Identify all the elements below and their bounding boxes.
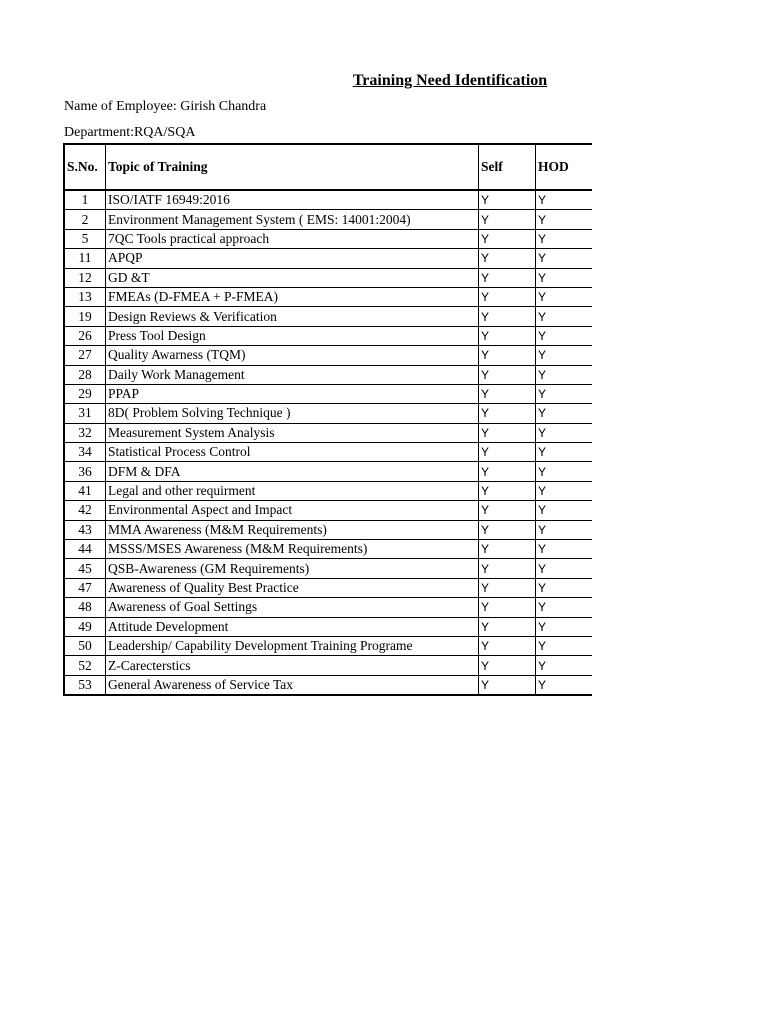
row-self: Y <box>479 423 536 442</box>
row-self: Y <box>479 675 536 695</box>
row-topic: PPAP <box>106 384 479 403</box>
row-topic: Environmental Aspect and Impact <box>106 501 479 520</box>
table-row <box>64 423 592 442</box>
row-self: Y <box>479 520 536 539</box>
row-sno: 5 <box>64 229 106 248</box>
row-sno: 34 <box>64 443 106 462</box>
row-topic: Leadership/ Capability Development Training Programe <box>106 636 479 655</box>
row-self: Y <box>479 540 536 559</box>
row-hod: Y <box>536 365 593 384</box>
row-self: Y <box>479 190 536 210</box>
row-sno: 11 <box>64 249 106 268</box>
table-row <box>64 617 592 636</box>
table-row <box>64 384 592 403</box>
row-self: Y <box>479 404 536 423</box>
row-topic: MMA Awareness (M&M Requirements) <box>106 520 479 539</box>
row-self: Y <box>479 656 536 675</box>
table-row <box>64 598 592 617</box>
row-self: Y <box>479 210 536 229</box>
row-topic: QSB-Awareness (GM Requirements) <box>106 559 479 578</box>
row-sno: 52 <box>64 656 106 675</box>
row-self: Y <box>479 598 536 617</box>
row-sno: 2 <box>64 210 106 229</box>
row-topic: Quality Awarness (TQM) <box>106 346 479 365</box>
table-row <box>64 540 592 559</box>
row-self: Y <box>479 617 536 636</box>
table-row <box>64 326 592 345</box>
row-self: Y <box>479 287 536 306</box>
row-topic: ISO/IATF 16949:2016 <box>106 190 479 210</box>
row-topic: Z-Carecterstics <box>106 656 479 675</box>
table-row <box>64 229 592 248</box>
department-line: Department:RQA/SQA <box>64 125 196 140</box>
table-row <box>64 443 592 462</box>
header-topic: Topic of Training <box>106 144 479 190</box>
row-topic: 7QC Tools practical approach <box>106 229 479 248</box>
row-topic: Attitude Development <box>106 617 479 636</box>
document-title: Training Need Identification <box>352 72 548 89</box>
table-row <box>64 559 592 578</box>
table-row <box>64 190 592 210</box>
row-hod: Y <box>536 346 593 365</box>
row-self: Y <box>479 578 536 597</box>
row-topic: APQP <box>106 249 479 268</box>
table-row <box>64 307 592 326</box>
row-sno: 50 <box>64 636 106 655</box>
row-topic: Legal and other requirment <box>106 481 479 500</box>
table-row <box>64 365 592 384</box>
row-topic: DFM & DFA <box>106 462 479 481</box>
row-sno: 13 <box>64 287 106 306</box>
table-row <box>64 520 592 539</box>
row-hod: Y <box>536 656 593 675</box>
table-row <box>64 675 592 695</box>
row-hod: Y <box>536 540 593 559</box>
row-topic: GD &T <box>106 268 479 287</box>
row-hod: Y <box>536 326 593 345</box>
header-self: Self <box>479 144 536 190</box>
row-self: Y <box>479 307 536 326</box>
row-self: Y <box>479 249 536 268</box>
row-topic: General Awareness of Service Tax <box>106 675 479 695</box>
training-table <box>63 143 592 696</box>
row-hod: Y <box>536 559 593 578</box>
row-hod: Y <box>536 675 593 695</box>
employee-name-line: Name of Employee: Girish Chandra <box>64 99 267 114</box>
row-self: Y <box>479 462 536 481</box>
table-row <box>64 578 592 597</box>
row-hod: Y <box>536 287 593 306</box>
row-sno: 42 <box>64 501 106 520</box>
row-sno: 28 <box>64 365 106 384</box>
row-sno: 26 <box>64 326 106 345</box>
row-hod: Y <box>536 249 593 268</box>
row-topic: Press Tool Design <box>106 326 479 345</box>
row-topic: Awareness of Goal Settings <box>106 598 479 617</box>
row-hod: Y <box>536 210 593 229</box>
row-sno: 32 <box>64 423 106 442</box>
row-hod: Y <box>536 462 593 481</box>
table-row <box>64 249 592 268</box>
row-sno: 53 <box>64 675 106 695</box>
row-sno: 48 <box>64 598 106 617</box>
row-hod: Y <box>536 404 593 423</box>
row-hod: Y <box>536 636 593 655</box>
row-sno: 27 <box>64 346 106 365</box>
header-hod: HOD <box>536 144 593 190</box>
row-hod: Y <box>536 229 593 248</box>
row-self: Y <box>479 326 536 345</box>
row-self: Y <box>479 501 536 520</box>
row-sno: 12 <box>64 268 106 287</box>
row-topic: Daily Work Management <box>106 365 479 384</box>
table-row <box>64 210 592 229</box>
table-row <box>64 462 592 481</box>
table-row <box>64 287 592 306</box>
table-header-row <box>64 144 592 190</box>
row-self: Y <box>479 559 536 578</box>
row-hod: Y <box>536 423 593 442</box>
row-topic: Awareness of Quality Best Practice <box>106 578 479 597</box>
row-sno: 36 <box>64 462 106 481</box>
row-topic: Design Reviews & Verification <box>106 307 479 326</box>
row-topic: 8D( Problem Solving Technique ) <box>106 404 479 423</box>
row-self: Y <box>479 346 536 365</box>
row-self: Y <box>479 481 536 500</box>
row-topic: Environment Management System ( EMS: 14001:2004) <box>106 210 479 229</box>
table-row <box>64 268 592 287</box>
row-hod: Y <box>536 481 593 500</box>
row-self: Y <box>479 636 536 655</box>
row-hod: Y <box>536 501 593 520</box>
row-topic: Measurement System Analysis <box>106 423 479 442</box>
row-hod: Y <box>536 578 593 597</box>
row-self: Y <box>479 365 536 384</box>
table-row <box>64 481 592 500</box>
row-sno: 45 <box>64 559 106 578</box>
table-row <box>64 501 592 520</box>
row-sno: 43 <box>64 520 106 539</box>
row-self: Y <box>479 443 536 462</box>
row-hod: Y <box>536 384 593 403</box>
row-topic: MSSS/MSES Awareness (M&M Requirements) <box>106 540 479 559</box>
row-self: Y <box>479 229 536 248</box>
table-row <box>64 656 592 675</box>
row-sno: 31 <box>64 404 106 423</box>
table-row <box>64 404 592 423</box>
table-row <box>64 346 592 365</box>
table-row <box>64 636 592 655</box>
row-hod: Y <box>536 520 593 539</box>
row-sno: 41 <box>64 481 106 500</box>
table-body <box>64 190 592 695</box>
row-hod: Y <box>536 190 593 210</box>
row-topic: Statistical Process Control <box>106 443 479 462</box>
row-sno: 29 <box>64 384 106 403</box>
row-hod: Y <box>536 307 593 326</box>
row-sno: 47 <box>64 578 106 597</box>
row-self: Y <box>479 268 536 287</box>
row-sno: 1 <box>64 190 106 210</box>
row-sno: 49 <box>64 617 106 636</box>
row-topic: FMEAs (D-FMEA + P-FMEA) <box>106 287 479 306</box>
row-hod: Y <box>536 443 593 462</box>
row-hod: Y <box>536 617 593 636</box>
header-sno: S.No. <box>64 144 106 190</box>
row-hod: Y <box>536 598 593 617</box>
row-sno: 44 <box>64 540 106 559</box>
row-hod: Y <box>536 268 593 287</box>
row-sno: 19 <box>64 307 106 326</box>
row-self: Y <box>479 384 536 403</box>
